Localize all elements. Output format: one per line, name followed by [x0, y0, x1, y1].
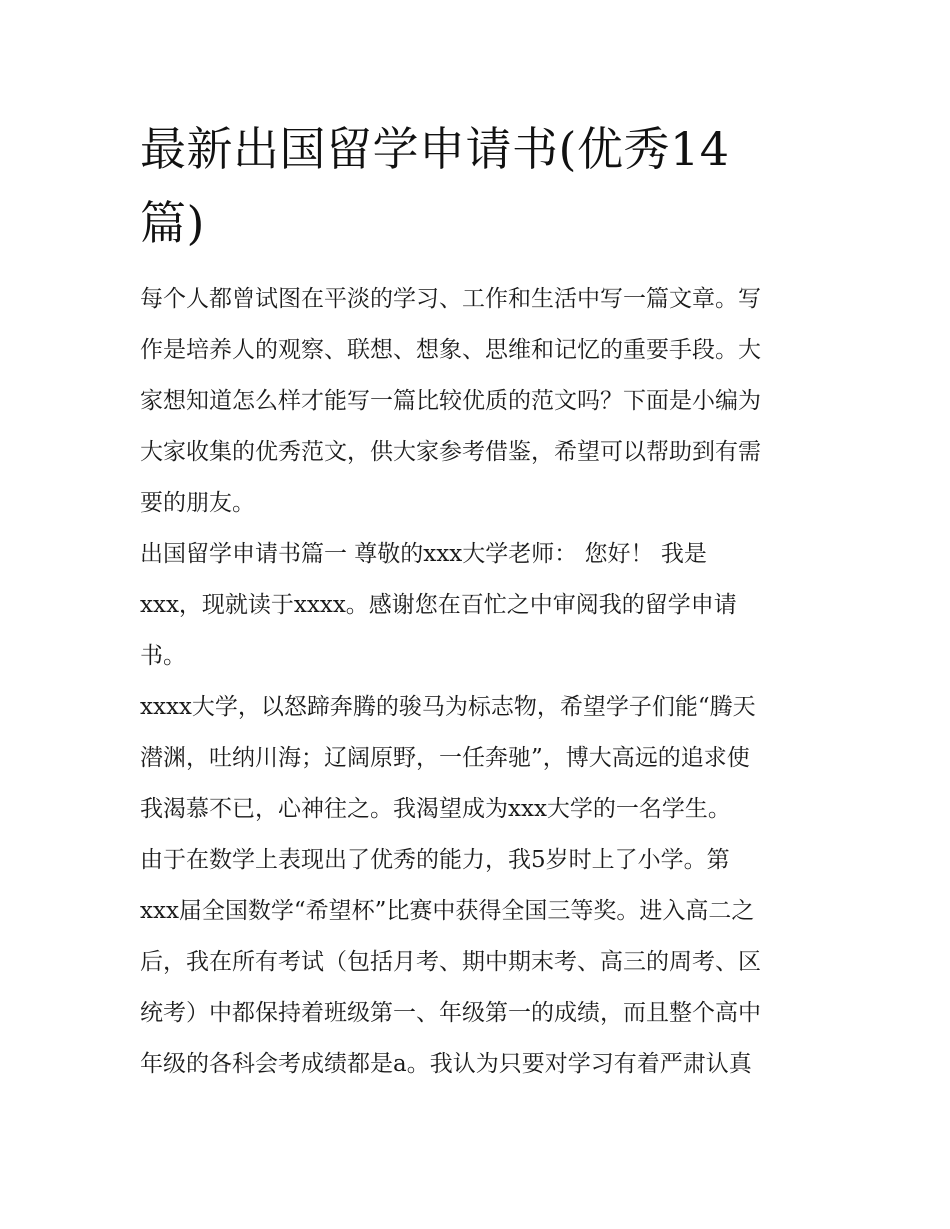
text-line: xxx，现就读于xxxx。感谢您在百忙之中审阅我的留学申请 — [140, 592, 737, 618]
document-title — [140, 112, 815, 260]
university-paragraph — [140, 682, 815, 835]
text-line: 家想知道怎么样才能写一篇比较优质的范文吗？下面是小编为 — [140, 388, 761, 414]
text-line: xxx届全国数学“希望杯”比赛中获得全国三等奖。进入高二之 — [140, 898, 755, 924]
document-body — [140, 112, 815, 1090]
text-line: 由于在数学上表现出了优秀的能力，我5岁时上了小学。第 — [140, 847, 730, 873]
text-line: xxxx大学，以怒蹄奔腾的骏马为标志物，希望学子们能“腾天 — [140, 694, 756, 720]
intro-paragraph — [140, 274, 815, 529]
text-line: 年级的各科会考成绩都是a。我认为只要对学习有着严肃认真 — [140, 1051, 752, 1077]
text-line: 书。 — [140, 643, 186, 669]
title-line: 篇) — [140, 196, 205, 250]
text-line: 作是培养人的观察、联想、想象、思维和记忆的重要手段。大 — [140, 337, 761, 363]
text-line: 潜渊，吐纳川海；辽阔原野，一任奔驰”，博大高远的追求使 — [140, 745, 750, 771]
text-line: 大家收集的优秀范文，供大家参考借鉴，希望可以帮助到有需 — [140, 439, 761, 465]
text-line: 统考）中都保持着班级第一、年级第一的成绩，而且整个高中 — [140, 1000, 761, 1026]
achievement-paragraph — [140, 835, 815, 1090]
text-line: 要的朋友。 — [140, 490, 255, 516]
text-line: 每个人都曾试图在平淡的学习、工作和生活中写一篇文章。写 — [140, 286, 761, 312]
title-line: 最新出国留学申请书(优秀14 — [140, 122, 730, 176]
text-line: 我渴慕不已，心神往之。我渴望成为xxx大学的一名学生。 — [140, 796, 731, 822]
text-line: 出国留学申请书篇一 尊敬的xxx大学老师： 您好！ 我是 — [140, 541, 707, 567]
text-line: 后，我在所有考试（包括月考、期中期末考、高三的周考、区 — [140, 949, 761, 975]
greeting-paragraph — [140, 529, 815, 682]
